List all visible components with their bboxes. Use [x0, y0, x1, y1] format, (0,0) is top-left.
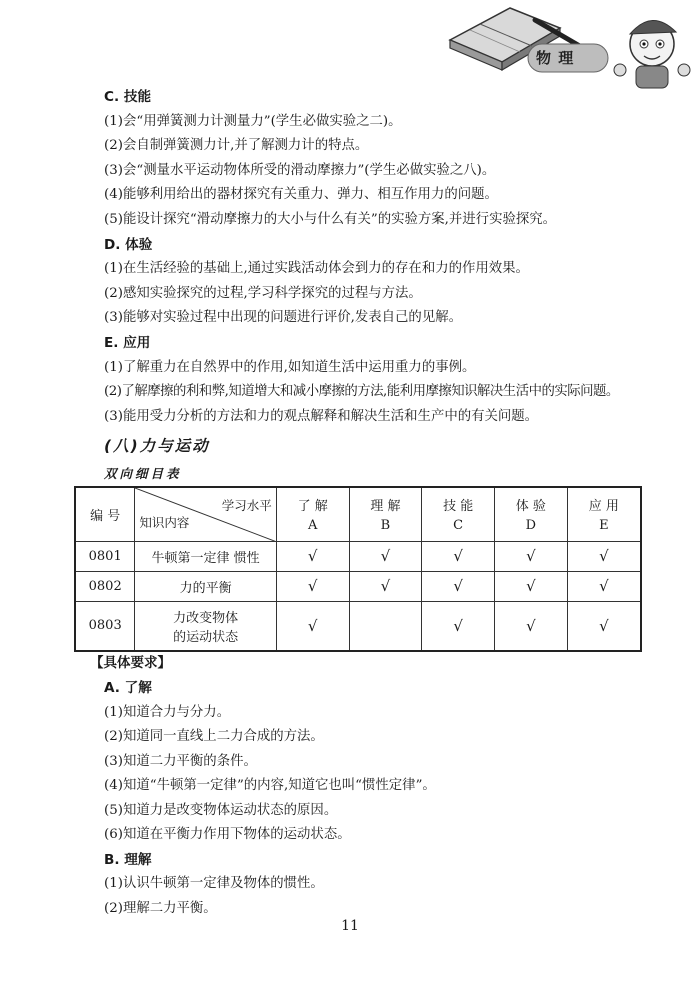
- skills-item: (5)能设计探究“滑动摩擦力的大小与什么有关”的实验方案,并进行实验探究。: [104, 211, 557, 227]
- check-mark: √: [349, 541, 422, 571]
- row-content: 力的平衡: [135, 571, 276, 601]
- understand-item: (5)知道力是改变物体运动状态的原因。: [104, 802, 338, 818]
- understand-item: (6)知道在平衡力作用下物体的运动状态。: [104, 827, 351, 842]
- section-title: (八)力与运动: [104, 437, 210, 456]
- level-header: [276, 487, 349, 541]
- corner-bottom-label: 知识内容: [139, 514, 190, 530]
- understand-item: (2)知道同一直线上二力合成的方法。: [104, 729, 324, 744]
- level-name: 技 能: [443, 499, 474, 515]
- page-number: 11: [341, 918, 359, 934]
- table-row: [75, 571, 641, 601]
- check-mark: √: [495, 571, 568, 601]
- corner-top-label: 学习水平: [221, 498, 272, 513]
- check-mark: √: [567, 571, 641, 601]
- application-heading: E. 应用: [104, 334, 151, 351]
- row-content: [135, 601, 276, 651]
- skills-item: (2)会自制弹簧测力计,并了解测力计的特点。: [104, 138, 369, 154]
- check-mark: √: [276, 601, 349, 651]
- row-content-line: 的运动状态: [173, 629, 239, 645]
- understand-item: (3)知道二力平衡的条件。: [104, 753, 257, 769]
- table-title: 双向细目表: [104, 466, 182, 482]
- check-mark: √: [422, 541, 495, 571]
- check-mark: √: [495, 541, 568, 571]
- comprehend-heading: B. 理解: [104, 851, 152, 868]
- skills-item: (1)会“用弹簧测力计测量力”(学生必做实验之二)。: [104, 113, 402, 129]
- row-code: 0802: [75, 571, 135, 601]
- requirements-section: [90, 650, 650, 921]
- skills-item: (3)会“测量水平运动物体所受的滑动摩擦力”(学生必做实验之八)。: [104, 162, 496, 178]
- row-code: 0803: [75, 601, 135, 651]
- level-letter: E: [599, 518, 609, 534]
- check-mark: √: [422, 571, 495, 601]
- level-name: 了 解: [297, 499, 328, 515]
- check-mark: √: [276, 571, 349, 601]
- comprehend-item: (1)认识牛顿第一定律及物体的惯性。: [104, 876, 324, 891]
- check-mark: √: [567, 541, 641, 571]
- check-mark: √: [567, 601, 641, 651]
- header-illustration: [440, 0, 700, 92]
- skills-item: (4)能够利用给出的器材探究有关重力、弹力、相互作用力的问题。: [104, 187, 498, 203]
- level-header: [567, 487, 641, 541]
- understand-item: (1)知道合力与分力。: [104, 704, 231, 720]
- row-content: 牛顿第一定律 惯性: [135, 541, 276, 571]
- application-item: (3)能用受力分析的方法和力的观点解释和解决生活和生产中的有关问题。: [104, 408, 539, 424]
- requirements-title: 【具体要求】: [90, 655, 171, 671]
- code-header: [75, 487, 135, 541]
- application-item: (1)了解重力在自然界中的作用,如知道生活中运用重力的事例。: [104, 359, 476, 375]
- level-header: [495, 487, 568, 541]
- spec-table: [74, 486, 642, 652]
- application-item: (2)了解摩擦的利和弊,知道增大和减小摩擦的方法,能利用摩擦知识解决生活中的实际问题。: [104, 384, 619, 400]
- check-mark: [349, 601, 422, 651]
- check-mark: √: [276, 541, 349, 571]
- level-name: 理 解: [370, 499, 401, 515]
- level-name: 应 用: [588, 499, 619, 515]
- understand-heading: A. 了解: [104, 680, 152, 696]
- table-row: [75, 541, 641, 571]
- experience-item: (1)在生活经验的基础上,通过实践活动体会到力的存在和力的作用效果。: [104, 261, 529, 277]
- skills-heading: C. 技能: [104, 89, 152, 105]
- subject-badge: 物 理: [536, 49, 575, 67]
- check-mark: √: [422, 601, 495, 651]
- experience-item: (3)能够对实验过程中出现的问题进行评价,发表自己的见解。: [104, 310, 462, 326]
- main-content: [104, 85, 644, 485]
- understand-item: (4)知道“牛顿第一定律”的内容,知道它也叫“惯性定律”。: [104, 778, 436, 793]
- comprehend-item: (2)理解二力平衡。: [104, 900, 217, 916]
- level-letter: C: [453, 518, 464, 534]
- corner-cell: [135, 487, 276, 541]
- level-letter: B: [380, 518, 391, 534]
- table-row: [75, 601, 641, 651]
- table-header-row: [75, 487, 641, 541]
- row-content-line: 力改变物体: [173, 610, 239, 626]
- level-letter: A: [307, 518, 318, 534]
- check-mark: √: [495, 601, 568, 651]
- level-header: [349, 487, 422, 541]
- code-header-label: 编 号: [90, 508, 121, 524]
- check-mark: √: [349, 571, 422, 601]
- book-icon: [440, 0, 700, 92]
- level-header: [422, 487, 495, 541]
- level-name: 体 验: [515, 499, 546, 515]
- experience-item: (2)感知实验探究的过程,学习科学探究的过程与方法。: [104, 285, 422, 301]
- experience-heading: D. 体验: [104, 236, 153, 253]
- row-code: 0801: [75, 541, 135, 571]
- level-letter: D: [525, 518, 537, 534]
